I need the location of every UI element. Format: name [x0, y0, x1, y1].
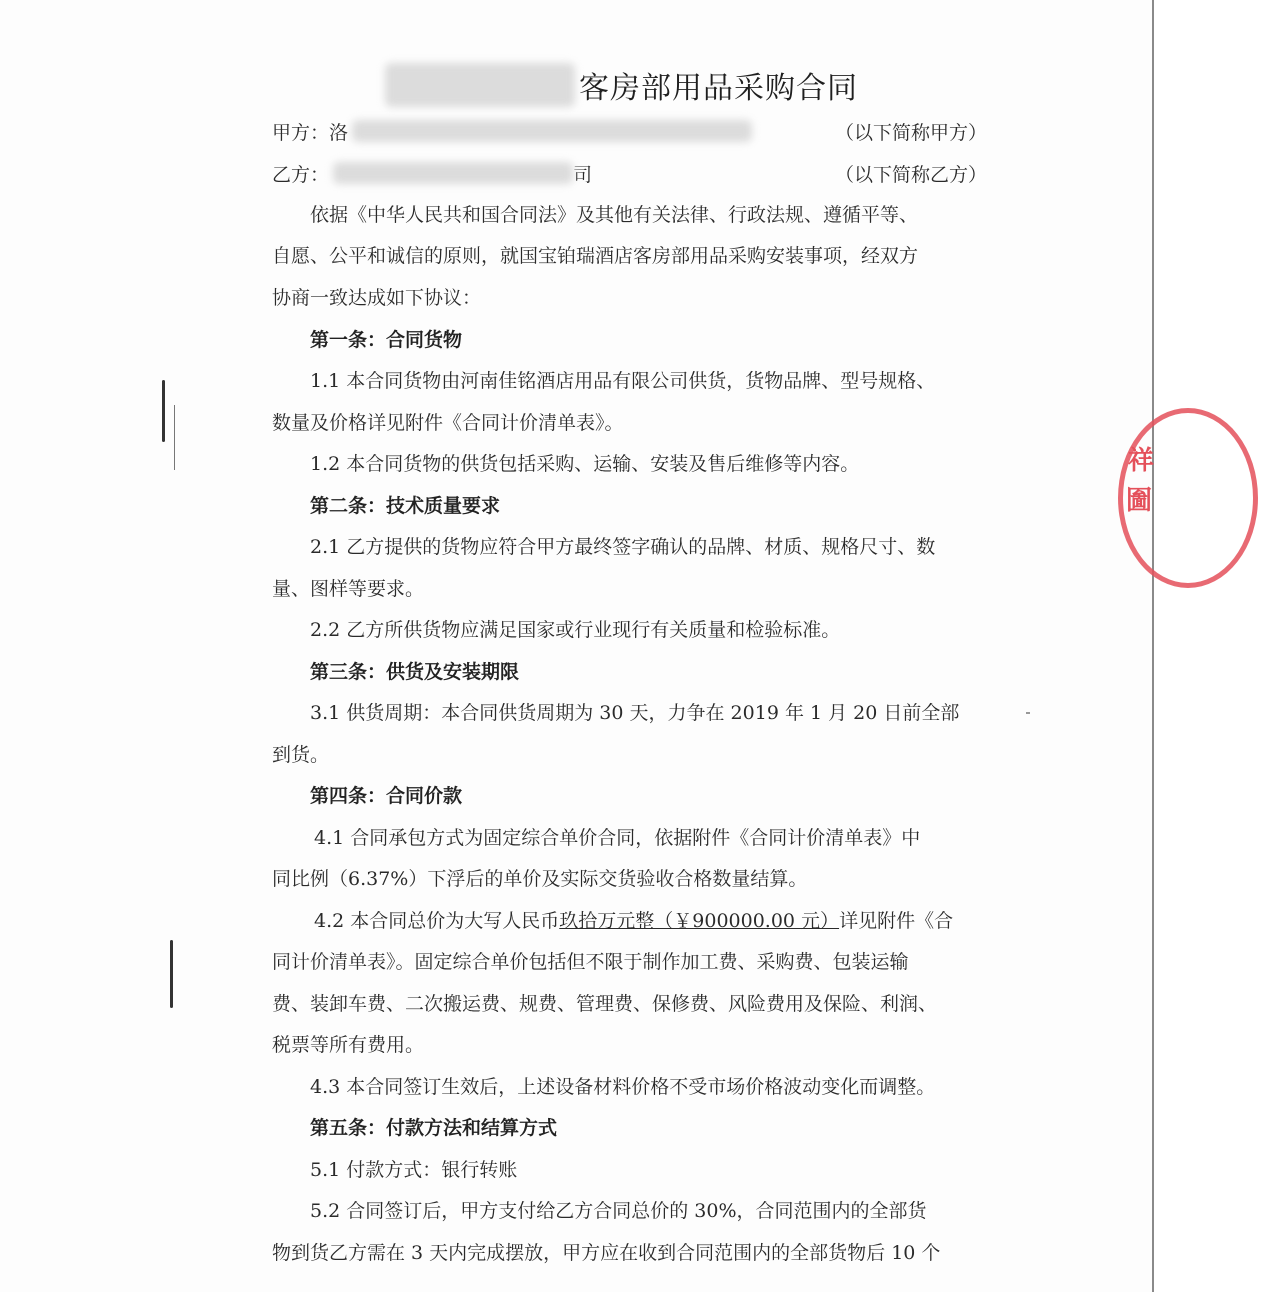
section-heading: 第二条：技术质量要求 — [310, 495, 501, 517]
body-line: 协商一致达成如下协议： — [272, 287, 482, 309]
body-line: 费、装卸车费、二次搬运费、规费、管理费、保修费、风险费用及保险、利润、 — [272, 993, 938, 1015]
body-line: 自愿、公平和诚信的原则，就国宝铂瑞酒店客房部用品采购安装事项，经双方 — [272, 245, 919, 267]
body-line: 3.1 供货周期：本合同供货周期为 30 天，力争在 2019 年 1 月 20 日前全部 — [310, 702, 960, 724]
party-a-note: （以下简称甲方） — [834, 121, 987, 144]
body-line: 5.1 付款方式：银行转账 — [310, 1159, 518, 1181]
section-heading: 第四条：合同价款 — [310, 785, 463, 807]
redacted-party-a-name — [352, 120, 752, 142]
body-line: 2.2 乙方所供货物应满足国家或行业现行有关质量和检验标准。 — [310, 619, 841, 641]
page-margin — [1154, 0, 1262, 1292]
body-line: 量、图样等要求。 — [272, 578, 425, 600]
document-title: 客房部用品采购合同 — [579, 71, 858, 106]
body-line: 1.1 本合同货物由河南佳铭酒店用品有限公司供货，货物品牌、型号规格、 — [310, 370, 936, 392]
section-heading: 第三条：供货及安装期限 — [310, 661, 520, 683]
party-b-tail: 司 — [573, 163, 593, 186]
seal-fragment: 祥 — [1128, 446, 1155, 476]
body-line: 同计价清单表》。固定综合单价包括但不限于制作加工费、采购费、包装运输 — [272, 951, 909, 973]
price-clause-end: 详见附件《合 — [839, 910, 954, 932]
title-row — [385, 60, 858, 110]
body-line: 到货。 — [272, 744, 330, 766]
scan-mark — [174, 405, 175, 470]
body-line: 5.2 合同签订后，甲方支付给乙方合同总价的 30%，合同范围内的全部货 — [310, 1200, 927, 1222]
seal-fragment: 圗 — [1126, 486, 1153, 516]
scan-mark — [162, 380, 165, 442]
price-clause-start: 4.2 本合同总价为大写人民币 — [314, 910, 560, 932]
body-line: 同比例（6.37%）下浮后的单价及实际交货验收合格数量结算。 — [272, 868, 808, 890]
party-a-label: 甲方：洛 — [272, 121, 349, 144]
party-b-label: 乙方： — [272, 163, 330, 186]
body-line — [314, 906, 953, 936]
party-a-line — [272, 114, 987, 148]
scan-mark — [170, 940, 173, 1008]
section-heading: 第五条：付款方法和结算方式 — [310, 1117, 558, 1139]
body-line: 4.1 合同承包方式为固定综合单价合同，依据附件《合同计价清单表》中 — [314, 827, 921, 849]
body-line: 1.2 本合同货物的供货包括采购、运输、安装及售后维修等内容。 — [310, 453, 860, 475]
redacted-party-b-name — [333, 162, 573, 184]
party-b-line — [272, 156, 987, 190]
body-line: 物到货乙方需在 3 天内完成摆放，甲方应在收到合同范围内的全部货物后 10 个 — [272, 1242, 941, 1264]
section-heading: 第一条：合同货物 — [310, 329, 463, 351]
body-line: 数量及价格详见附件《合同计价清单表》。 — [272, 412, 624, 434]
total-price-amount: 玖拾万元整（￥900000.00 元） — [559, 910, 840, 932]
body-line: 4.3 本合同签订生效后，上述设备材料价格不受市场价格波动变化而调整。 — [310, 1076, 936, 1098]
body-line: 依据《中华人民共和国合同法》及其他有关法律、行政法规、遵循平等、 — [310, 204, 919, 226]
redacted-company-name — [385, 63, 575, 107]
party-b-note: （以下简称乙方） — [834, 163, 987, 186]
body-line: 税票等所有费用。 — [272, 1034, 425, 1056]
scan-speck — [1026, 712, 1030, 714]
body-line: 2.1 乙方提供的货物应符合甲方最终签字确认的品牌、材质、规格尺寸、数 — [310, 536, 936, 558]
